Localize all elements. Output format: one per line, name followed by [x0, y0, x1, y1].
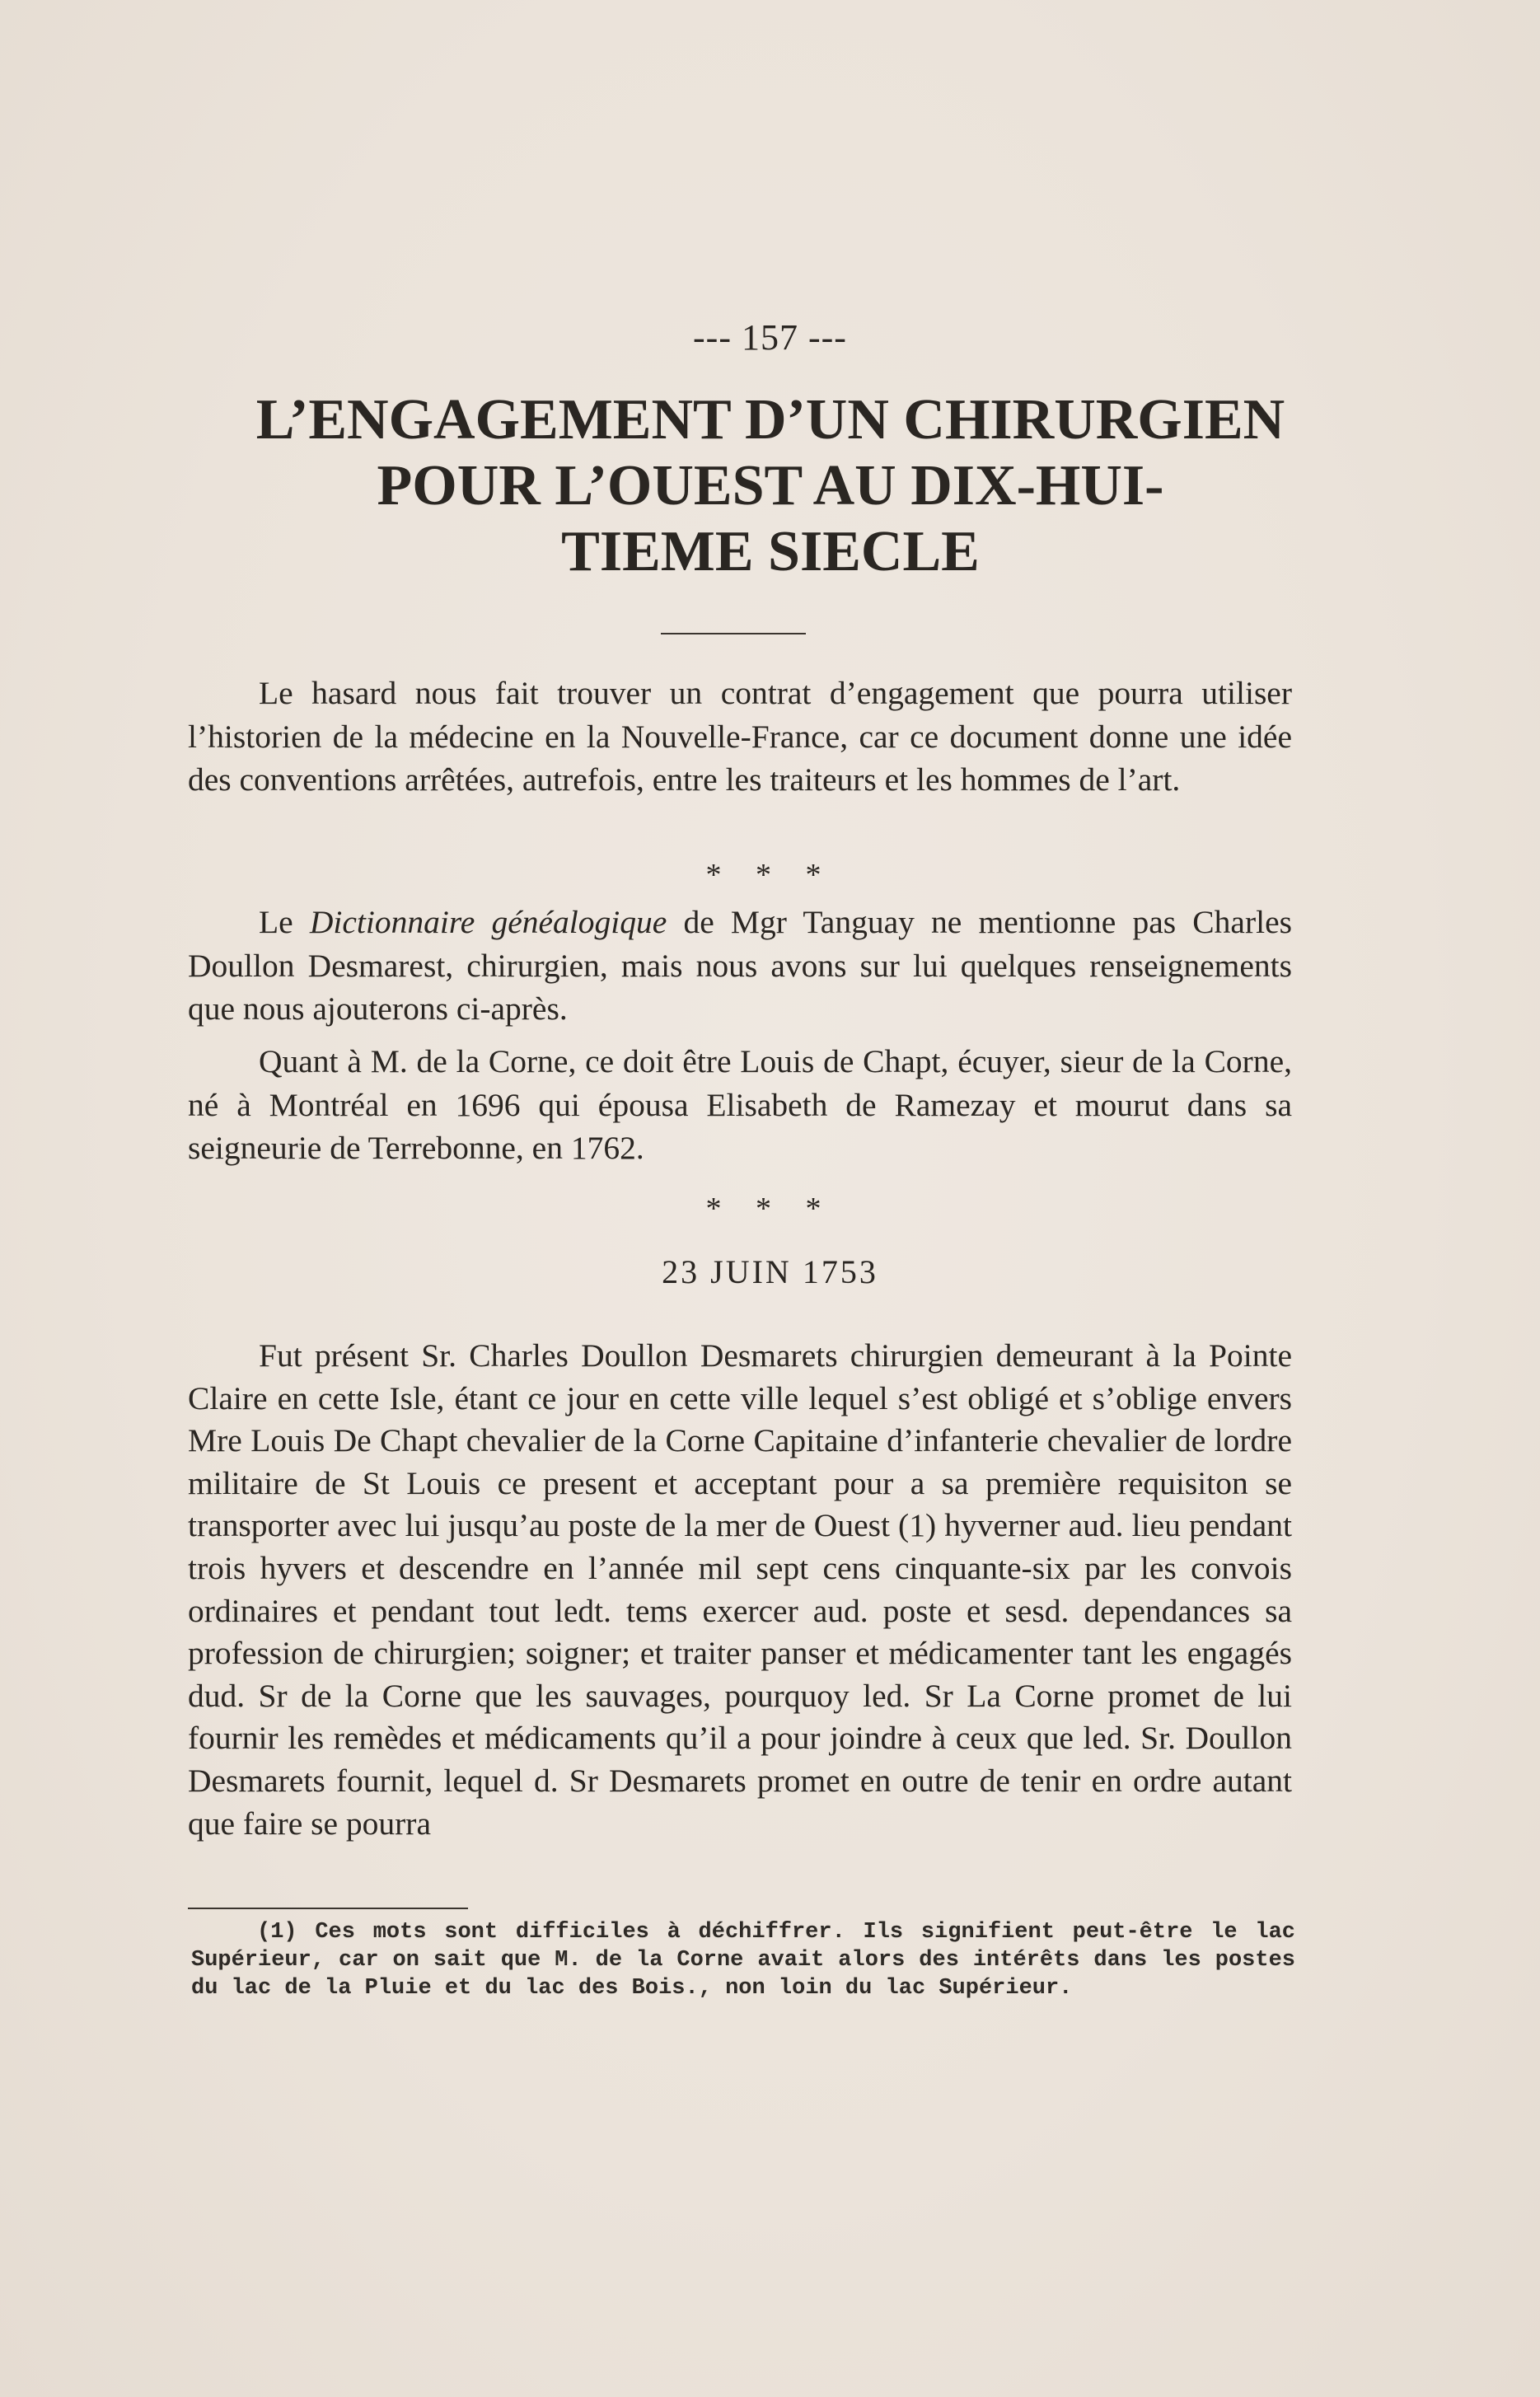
intro-section [188, 672, 1292, 802]
page-number: --- 157 --- [693, 317, 847, 358]
footnote [191, 1918, 1295, 2002]
footnote-text: (1) Ces mots sont difficiles à déchiffrer. Ils signifient peut-être le lac Supérieur, car on sait que M. de la Corne avait alors des intérêts dans les postes du lac de la Pluie et du lac des Bois., non loin du lac Supérieur. [191, 1920, 1295, 2001]
section-separator-2: * * * [705, 1191, 835, 1226]
contract-section [188, 1335, 1292, 1845]
contract-paragraph: Fut présent Sr. Charles Doullon Desmarets chirurgien demeurant à la Pointe Claire en cette Isle, étant ce jour en cette ville lequel s’est obligé et s’oblige envers Mre Louis De Chapt chevalier de la Corne Capitaine d’infanterie chevalier de lordre militaire de St Louis ce present et acceptant pour a sa première requisiton se transporter avec lui jusqu’au poste de la mer de Ouest (1) hyverner aud. lieu pendant trois hyvers et descendre en l’année mil sept cens cinquante-six par les convois ordinaires et pendant tout ledt. tems exercer aud. poste et sesd. dependances sa profession de chirurgien; soigner; et traiter panser et médicamenter tant les engagés dud. Sr de la Corne que les sauvages, pourquoy led. Sr La Corne promet de lui fournir les remèdes et médicaments qu’il a pour joindre à ceux que led. Sr. Doullon Desmarets fournit, lequel d. Sr Desmarets promet en outre de tenir en ordre autant que faire se pourra [188, 1337, 1292, 1842]
tanguay-text-after: de Mgr Tanguay ne mentionne pas Charles Doullon Desmarest, chirurgien, mais nous avons sur lui quelques renseignements que nous ajouterons ci-après. [188, 904, 1292, 1027]
title-line-3: TIEME SIECLE [561, 520, 980, 583]
tanguay-text-before: Le [259, 904, 310, 940]
tanguay-section [188, 901, 1292, 1031]
contract-date: 23 JUIN 1753 [662, 1253, 878, 1290]
section-separator-1: * * * [705, 858, 835, 892]
dictionary-title: Dictionnaire généalogique [309, 904, 667, 940]
la-corne-section [188, 1040, 1292, 1170]
title-line-1: L’ENGAGEMENT D’UN CHIRURGIEN [255, 388, 1285, 452]
la-corne-paragraph: Quant à M. de la Corne, ce doit être Louis de Chapt, écuyer, sieur de la Corne, né à Montréal en 1696 qui épousa Elisabeth de Ramezay et mourut dans sa seigneurie de Terrebonne, en 1762. [188, 1043, 1292, 1166]
title-line-2: POUR L’OUEST AU DIX-HUI- [377, 454, 1164, 517]
article-title [148, 387, 1393, 585]
title-divider [661, 633, 806, 634]
footnote-divider [188, 1908, 468, 1909]
intro-paragraph: Le hasard nous fait trouver un contrat d’engagement que pourra utiliser l’historien de la médecine en la Nouvelle-France, car ce document donne une idée des conventions arrêtées, autrefois, entre les traiteurs et les hommes de l’art. [188, 675, 1292, 798]
tanguay-paragraph [188, 901, 1292, 1031]
